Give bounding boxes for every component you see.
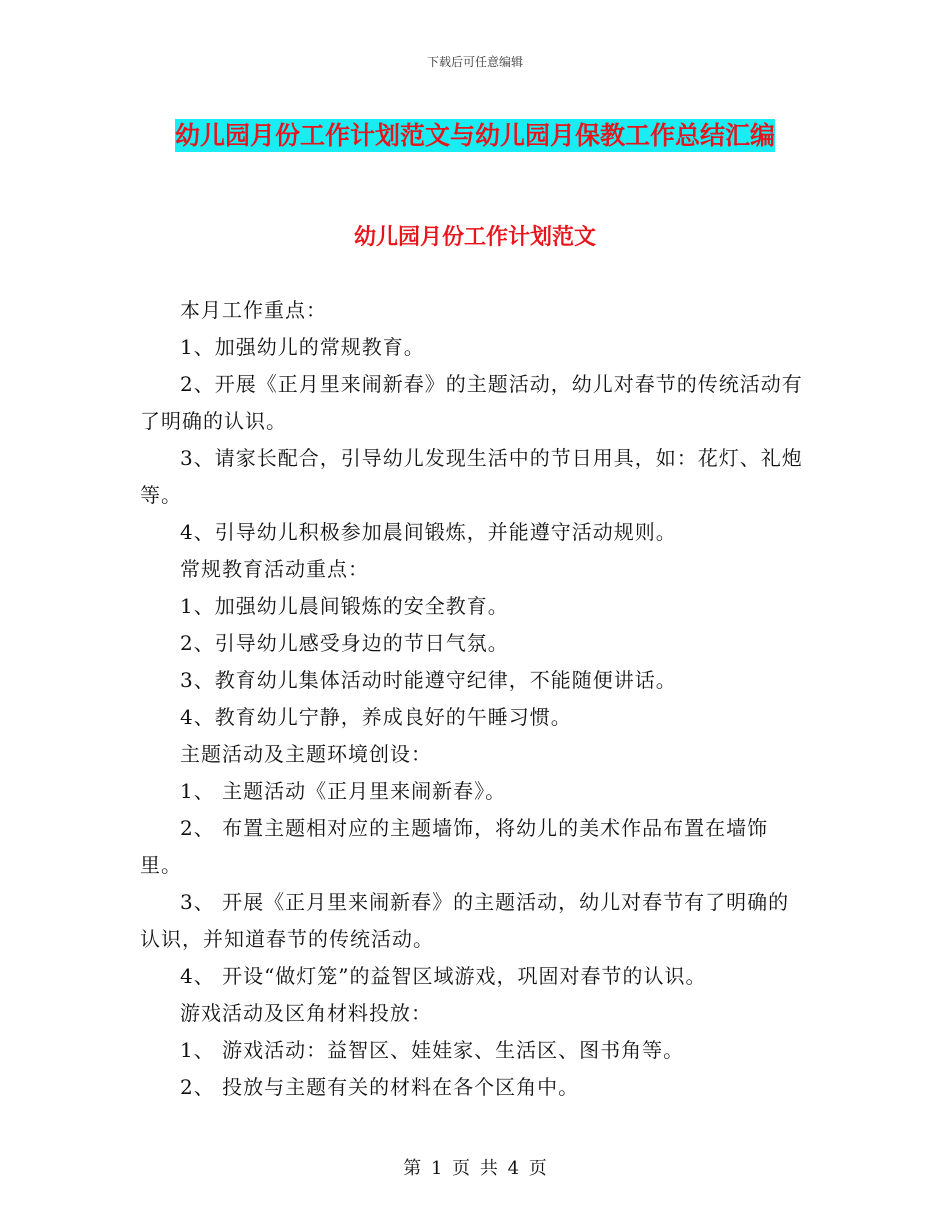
- paragraph: 游戏活动及区角材料投放：: [180, 1001, 432, 1025]
- document-body: [140, 292, 808, 1106]
- paragraph: 3、请家长配合，引导幼儿发现生活中的节日用具，如：花灯、礼炮等。: [140, 446, 803, 507]
- paragraph: 4、教育幼儿宁静，养成良好的午睡习惯。: [180, 705, 572, 729]
- document-title: [140, 113, 810, 159]
- section-title: 幼儿园月份工作计划范文: [353, 225, 596, 250]
- paragraph: 4、 开设“做灯笼”的益智区域游戏，巩固对春节的认识。: [180, 964, 707, 988]
- paragraph: 2、 投放与主题有关的材料在各个区角中。: [180, 1075, 580, 1099]
- paragraph: 2、引导幼儿感受身边的节日气氛。: [180, 631, 509, 655]
- page-footer: 第 1 页 共 4 页: [403, 1158, 547, 1179]
- paragraph: 1、加强幼儿晨间锻炼的安全教育。: [180, 594, 509, 618]
- paragraph: 1、 游戏活动：益智区、娃娃家、生活区、图书角等。: [180, 1038, 685, 1062]
- paragraph: 常规教育活动重点：: [180, 557, 369, 581]
- page-header-note: 下载后可任意编辑: [426, 55, 523, 69]
- paragraph: 2、开展《正月里来闹新春》的主题活动，幼儿对春节的传统活动有了明确的认识。: [140, 372, 803, 433]
- paragraph: 3、 开展《正月里来闹新春》的主题活动，幼儿对春节有了明确的认识，并知道春节的传统活动。: [140, 890, 790, 951]
- paragraph: 2、 布置主题相对应的主题墙饰，将幼儿的美术作品布置在墙饰里。: [140, 816, 769, 877]
- paragraph: 1、 主题活动《正月里来闹新春》。: [180, 779, 507, 803]
- paragraph: 4、引导幼儿积极参加晨间锻炼，并能遵守活动规则。: [180, 520, 677, 544]
- paragraph: 本月工作重点：: [180, 298, 327, 322]
- paragraph: 主题活动及主题环境创设：: [180, 742, 432, 766]
- document-title-text: 幼儿园月份工作计划范文与幼儿园月保教工作总结汇编: [174, 121, 775, 150]
- paragraph: 1、加强幼儿的常规教育。: [180, 335, 425, 359]
- paragraph: 3、教育幼儿集体活动时能遵守纪律，不能随便讲话。: [180, 668, 677, 692]
